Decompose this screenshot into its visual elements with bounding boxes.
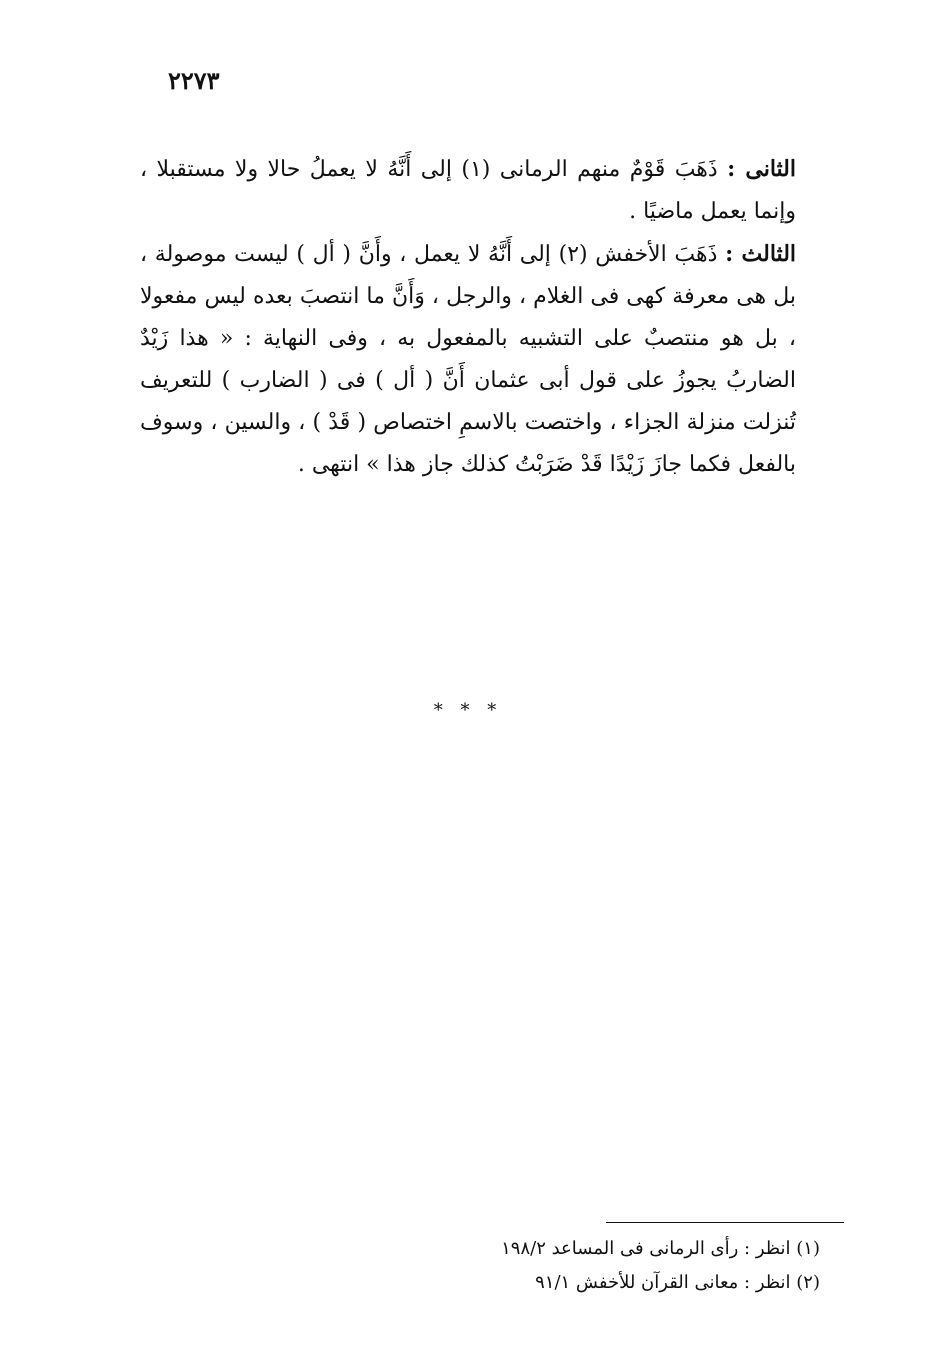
section-separator: * * * — [433, 700, 503, 721]
footnotes — [380, 1232, 820, 1300]
paragraph-lead: الثالث : — [725, 241, 797, 267]
paragraph-lead: الثانى : — [727, 156, 796, 182]
paragraph-third-opinion — [140, 233, 796, 486]
paragraph-text: ذَهَبَ الأخفش (٢) إلى أَنَّهُ لا يعمل ، وأَنَّ ( أل ) ليست موصولة ، بل هى معرفة كهى فى الغلام ، والرجل ، وَأَنَّ ما انتصبَ بعده ليس مفعولا ، بل هو منتصبٌ على التشبيه بالمفعول به ، وفى النهاية : « هذا زَيْدٌ الضاربُ يجوزُ على قول أبى عثمان أَنَّ ( أل ) فى ( الضارب ) للتعريف تُنزلت منزلة الجزاء ، واختصت بالاسمِ اختصاص ( قَدْ ) ، والسين ، وسوف بالفعل فكما جازَ زَيْدًا قَدْ ضَرَبْتُ كذلك جاز هذا » انتهى . — [140, 242, 796, 477]
paragraph-text: ذَهَبَ قَوْمٌ منهم الرمانى (١) إلى أَنَّهُ لا يعملُ حالا ولا مستقبلا ، وإنما يعمل ماضيًا . — [140, 157, 796, 224]
footnote-divider — [606, 1222, 844, 1223]
paragraph-second-opinion — [140, 148, 796, 233]
footnote-1: (١) انظر : رأى الرمانى فى المساعد ١٩٨/٢ — [501, 1238, 820, 1259]
main-text — [140, 148, 796, 486]
footnote-2: (٢) انظر : معانى القرآن للأخفش ٩١/١ — [535, 1272, 820, 1293]
page-number: ٢٢٧٣ — [168, 66, 220, 95]
